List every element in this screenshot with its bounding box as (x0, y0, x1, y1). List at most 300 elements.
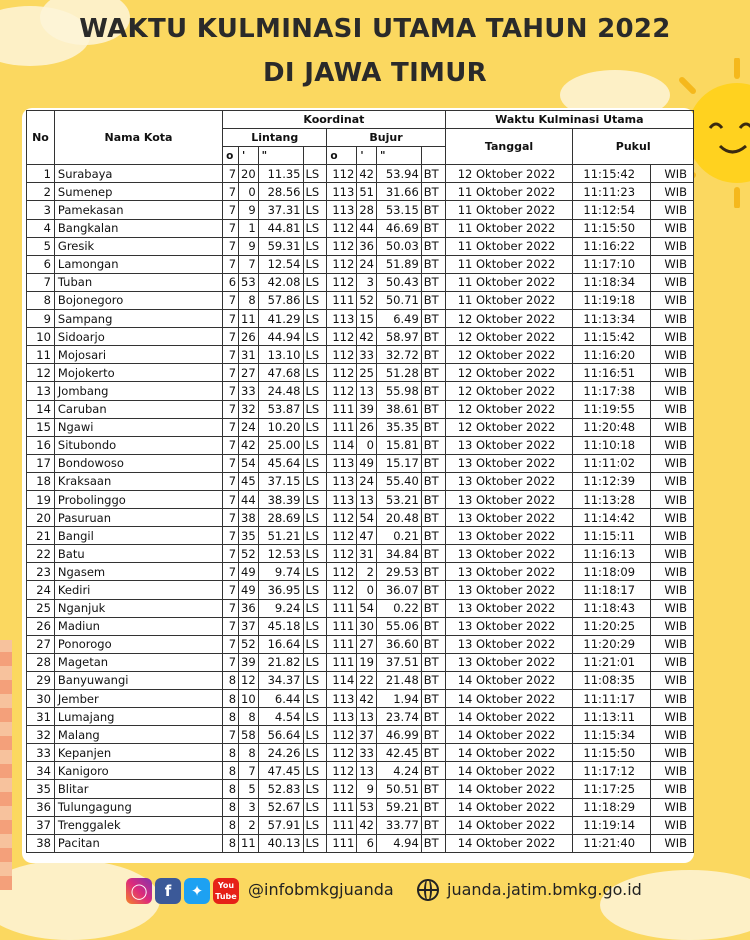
lat-hemisphere: LS (303, 346, 327, 364)
lat-second: 36.95 (258, 581, 303, 599)
lat-hemisphere: LS (303, 400, 327, 418)
table-row (27, 563, 694, 581)
culmination-table (26, 110, 694, 853)
globe-icon (417, 879, 439, 901)
lon-hemisphere: BT (421, 472, 445, 490)
lon-second: 6.49 (376, 310, 421, 328)
lat-hemisphere: LS (303, 328, 327, 346)
lat-degree: 7 (223, 472, 239, 490)
lon-degree: 113 (327, 490, 357, 508)
lat-hemisphere: LS (303, 744, 327, 762)
table-row (27, 273, 694, 291)
lat-second: 9.74 (258, 563, 303, 581)
lat-degree: 7 (223, 291, 239, 309)
city-name: Bangkalan (54, 219, 222, 237)
table-row (27, 581, 694, 599)
lat-hemisphere: LS (303, 798, 327, 816)
lat-second: 57.91 (258, 816, 303, 834)
table-row (27, 400, 694, 418)
lat-second: 37.15 (258, 472, 303, 490)
lon-hemisphere: BT (421, 364, 445, 382)
culmination-time: 11:18:43 (573, 599, 651, 617)
social-handle[interactable]: @infobmkgjuanda (248, 880, 394, 899)
city-name: Ngasem (54, 563, 222, 581)
header-lintang: Lintang (223, 129, 327, 147)
culmination-date: 13 Oktober 2022 (445, 653, 573, 671)
row-number: 9 (27, 310, 55, 328)
header-pukul: Pukul (573, 129, 694, 165)
timezone: WIB (651, 780, 694, 798)
table-row (27, 599, 694, 617)
table-row (27, 653, 694, 671)
lat-second: 16.64 (258, 635, 303, 653)
lon-degree: 111 (327, 617, 357, 635)
lat-hemisphere: LS (303, 509, 327, 527)
timezone: WIB (651, 599, 694, 617)
timezone: WIB (651, 671, 694, 689)
culmination-date: 11 Oktober 2022 (445, 183, 573, 201)
lat-degree: 7 (223, 454, 239, 472)
lat-minute: 3 (239, 798, 259, 816)
lat-second: 21.82 (258, 653, 303, 671)
facebook-icon[interactable]: f (155, 878, 181, 904)
culmination-time: 11:15:42 (573, 165, 651, 183)
timezone: WIB (651, 273, 694, 291)
lat-hemisphere: LS (303, 780, 327, 798)
culmination-time: 11:11:02 (573, 454, 651, 472)
header-second: " (376, 147, 421, 165)
lon-second: 58.97 (376, 328, 421, 346)
city-name: Trenggalek (54, 816, 222, 834)
city-name: Nganjuk (54, 599, 222, 617)
culmination-date: 14 Oktober 2022 (445, 671, 573, 689)
lon-degree: 112 (327, 273, 357, 291)
lat-second: 34.37 (258, 671, 303, 689)
lon-minute: 26 (357, 418, 377, 436)
culmination-date: 14 Oktober 2022 (445, 798, 573, 816)
lon-second: 36.60 (376, 635, 421, 653)
lat-degree: 8 (223, 708, 239, 726)
culmination-time: 11:16:13 (573, 545, 651, 563)
lon-degree: 113 (327, 690, 357, 708)
culmination-date: 11 Oktober 2022 (445, 273, 573, 291)
header-koordinat: Koordinat (223, 111, 446, 129)
culmination-time: 11:16:20 (573, 346, 651, 364)
row-number: 38 (27, 834, 55, 852)
lon-hemisphere: BT (421, 346, 445, 364)
culmination-time: 11:20:29 (573, 635, 651, 653)
lon-degree: 113 (327, 472, 357, 490)
lat-hemisphere: LS (303, 671, 327, 689)
footer (0, 876, 750, 906)
lat-minute: 11 (239, 310, 259, 328)
lat-second: 24.48 (258, 382, 303, 400)
page-title: WAKTU KULMINASI UTAMA TAHUN 2022 (79, 14, 671, 44)
row-number: 20 (27, 509, 55, 527)
lon-second: 42.45 (376, 744, 421, 762)
lat-second: 47.45 (258, 762, 303, 780)
culmination-date: 13 Oktober 2022 (445, 436, 573, 454)
lon-hemisphere: BT (421, 273, 445, 291)
lat-minute: 32 (239, 400, 259, 418)
lon-hemisphere: BT (421, 545, 445, 563)
lat-degree: 7 (223, 726, 239, 744)
lon-degree: 111 (327, 400, 357, 418)
timezone: WIB (651, 201, 694, 219)
row-number: 37 (27, 816, 55, 834)
row-number: 10 (27, 328, 55, 346)
lon-minute: 33 (357, 346, 377, 364)
culmination-date: 12 Oktober 2022 (445, 400, 573, 418)
lon-minute: 31 (357, 545, 377, 563)
lat-hemisphere: LS (303, 635, 327, 653)
lon-hemisphere: BT (421, 219, 445, 237)
lat-second: 59.31 (258, 237, 303, 255)
timezone: WIB (651, 255, 694, 273)
timezone: WIB (651, 798, 694, 816)
lat-hemisphere: LS (303, 617, 327, 635)
timezone: WIB (651, 762, 694, 780)
lat-minute: 52 (239, 635, 259, 653)
lat-degree: 7 (223, 418, 239, 436)
culmination-date: 12 Oktober 2022 (445, 382, 573, 400)
city-name: Lamongan (54, 255, 222, 273)
lat-degree: 8 (223, 798, 239, 816)
lon-hemisphere: BT (421, 671, 445, 689)
city-name: Sumenep (54, 183, 222, 201)
lat-degree: 8 (223, 690, 239, 708)
lon-minute: 13 (357, 382, 377, 400)
row-number: 29 (27, 671, 55, 689)
lon-second: 31.66 (376, 183, 421, 201)
lat-hemisphere: LS (303, 816, 327, 834)
lat-minute: 52 (239, 545, 259, 563)
lat-minute: 9 (239, 201, 259, 219)
lat-degree: 7 (223, 527, 239, 545)
lon-second: 36.07 (376, 581, 421, 599)
lat-minute: 11 (239, 834, 259, 852)
city-name: Kanigoro (54, 762, 222, 780)
lon-hemisphere: BT (421, 237, 445, 255)
timezone: WIB (651, 454, 694, 472)
lon-degree: 112 (327, 364, 357, 382)
lat-degree: 8 (223, 816, 239, 834)
lat-minute: 8 (239, 744, 259, 762)
lon-degree: 111 (327, 291, 357, 309)
timezone: WIB (651, 400, 694, 418)
culmination-time: 11:18:17 (573, 581, 651, 599)
table-row (27, 291, 694, 309)
table-row (27, 509, 694, 527)
lat-second: 44.94 (258, 328, 303, 346)
table-row (27, 364, 694, 382)
lon-hemisphere: BT (421, 527, 445, 545)
lat-hemisphere: LS (303, 237, 327, 255)
row-number: 15 (27, 418, 55, 436)
timezone: WIB (651, 816, 694, 834)
lat-second: 12.53 (258, 545, 303, 563)
table-row (27, 744, 694, 762)
lat-second: 37.31 (258, 201, 303, 219)
lat-minute: 35 (239, 527, 259, 545)
lat-minute: 0 (239, 183, 259, 201)
lat-degree: 7 (223, 653, 239, 671)
row-number: 6 (27, 255, 55, 273)
table-row (27, 726, 694, 744)
table-row (27, 816, 694, 834)
lat-second: 47.68 (258, 364, 303, 382)
lon-hemisphere: BT (421, 834, 445, 852)
row-number: 32 (27, 726, 55, 744)
lon-second: 53.15 (376, 201, 421, 219)
lon-minute: 24 (357, 255, 377, 273)
lon-second: 4.24 (376, 762, 421, 780)
timezone: WIB (651, 834, 694, 852)
lat-degree: 7 (223, 310, 239, 328)
lon-second: 20.48 (376, 509, 421, 527)
lon-hemisphere: BT (421, 816, 445, 834)
lon-second: 34.84 (376, 545, 421, 563)
lat-second: 52.83 (258, 780, 303, 798)
lon-degree: 112 (327, 237, 357, 255)
table-row (27, 545, 694, 563)
lat-second: 52.67 (258, 798, 303, 816)
table-row (27, 436, 694, 454)
lat-minute: 5 (239, 780, 259, 798)
lon-minute: 44 (357, 219, 377, 237)
lat-degree: 7 (223, 237, 239, 255)
lon-minute: 28 (357, 201, 377, 219)
instagram-icon[interactable]: ◯ (126, 878, 152, 904)
row-number: 33 (27, 744, 55, 762)
timezone: WIB (651, 653, 694, 671)
culmination-time: 11:21:40 (573, 834, 651, 852)
lon-minute: 22 (357, 671, 377, 689)
lon-second: 53.21 (376, 490, 421, 508)
lon-hemisphere: BT (421, 762, 445, 780)
header-degree: o (223, 147, 239, 165)
youtube-icon[interactable]: You Tube (213, 878, 239, 904)
lon-minute: 3 (357, 273, 377, 291)
lat-minute: 27 (239, 364, 259, 382)
lat-degree: 8 (223, 834, 239, 852)
culmination-date: 13 Oktober 2022 (445, 527, 573, 545)
lon-second: 46.69 (376, 219, 421, 237)
city-name: Mojosari (54, 346, 222, 364)
lat-degree: 7 (223, 364, 239, 382)
row-number: 24 (27, 581, 55, 599)
lon-hemisphere: BT (421, 599, 445, 617)
lon-second: 32.72 (376, 346, 421, 364)
row-number: 21 (27, 527, 55, 545)
lat-degree: 8 (223, 780, 239, 798)
lon-minute: 27 (357, 635, 377, 653)
lat-minute: 8 (239, 708, 259, 726)
row-number: 11 (27, 346, 55, 364)
row-number: 22 (27, 545, 55, 563)
lat-minute: 49 (239, 563, 259, 581)
timezone: WIB (651, 364, 694, 382)
lon-second: 35.35 (376, 418, 421, 436)
lon-hemisphere: BT (421, 490, 445, 508)
lon-minute: 42 (357, 328, 377, 346)
lon-minute: 54 (357, 509, 377, 527)
culmination-date: 14 Oktober 2022 (445, 708, 573, 726)
lon-minute: 13 (357, 490, 377, 508)
timezone: WIB (651, 617, 694, 635)
lon-second: 55.40 (376, 472, 421, 490)
twitter-icon[interactable]: ✦ (184, 878, 210, 904)
lat-hemisphere: LS (303, 454, 327, 472)
lon-degree: 113 (327, 201, 357, 219)
lon-hemisphere: BT (421, 708, 445, 726)
lon-hemisphere: BT (421, 183, 445, 201)
lat-minute: 7 (239, 762, 259, 780)
lat-second: 4.54 (258, 708, 303, 726)
row-number: 36 (27, 798, 55, 816)
lon-minute: 52 (357, 291, 377, 309)
lat-minute: 36 (239, 599, 259, 617)
header-minute: ' (239, 147, 259, 165)
lat-minute: 58 (239, 726, 259, 744)
lat-hemisphere: LS (303, 581, 327, 599)
lat-second: 12.54 (258, 255, 303, 273)
culmination-date: 14 Oktober 2022 (445, 834, 573, 852)
city-name: Mojokerto (54, 364, 222, 382)
lat-second: 28.69 (258, 509, 303, 527)
timezone: WIB (651, 436, 694, 454)
lat-minute: 54 (239, 454, 259, 472)
lon-second: 50.03 (376, 237, 421, 255)
lat-hemisphere: LS (303, 273, 327, 291)
city-name: Bangil (54, 527, 222, 545)
timezone: WIB (651, 509, 694, 527)
timezone: WIB (651, 219, 694, 237)
culmination-time: 11:16:22 (573, 237, 651, 255)
lon-hemisphere: BT (421, 690, 445, 708)
lon-degree: 112 (327, 219, 357, 237)
lat-hemisphere: LS (303, 563, 327, 581)
table-row (27, 472, 694, 490)
lon-second: 0.22 (376, 599, 421, 617)
table-row (27, 834, 694, 852)
lat-minute: 26 (239, 328, 259, 346)
lon-degree: 112 (327, 527, 357, 545)
lon-minute: 39 (357, 400, 377, 418)
timezone: WIB (651, 183, 694, 201)
lat-minute: 39 (239, 653, 259, 671)
lon-hemisphere: BT (421, 744, 445, 762)
lon-degree: 111 (327, 798, 357, 816)
culmination-time: 11:19:55 (573, 400, 651, 418)
culmination-time: 11:13:34 (573, 310, 651, 328)
lat-degree: 8 (223, 744, 239, 762)
timezone: WIB (651, 744, 694, 762)
lat-minute: 20 (239, 165, 259, 183)
row-number: 26 (27, 617, 55, 635)
culmination-date: 12 Oktober 2022 (445, 165, 573, 183)
culmination-date: 14 Oktober 2022 (445, 762, 573, 780)
city-name: Magetan (54, 653, 222, 671)
city-name: Blitar (54, 780, 222, 798)
lat-hemisphere: LS (303, 436, 327, 454)
timezone: WIB (651, 237, 694, 255)
lon-second: 53.94 (376, 165, 421, 183)
lon-minute: 2 (357, 563, 377, 581)
table-row (27, 183, 694, 201)
lon-degree: 113 (327, 708, 357, 726)
lat-hemisphere: LS (303, 382, 327, 400)
lon-degree: 111 (327, 834, 357, 852)
row-number: 23 (27, 563, 55, 581)
lat-hemisphere: LS (303, 762, 327, 780)
lat-degree: 7 (223, 563, 239, 581)
lon-degree: 112 (327, 165, 357, 183)
lon-hemisphere: BT (421, 726, 445, 744)
header-tanggal: Tanggal (445, 129, 573, 165)
lat-degree: 7 (223, 165, 239, 183)
city-name: Surabaya (54, 165, 222, 183)
row-number: 1 (27, 165, 55, 183)
lat-second: 13.10 (258, 346, 303, 364)
city-name: Ngawi (54, 418, 222, 436)
culmination-date: 12 Oktober 2022 (445, 310, 573, 328)
city-name: Jember (54, 690, 222, 708)
lat-minute: 1 (239, 219, 259, 237)
header-city: Nama Kota (54, 111, 222, 165)
timezone: WIB (651, 291, 694, 309)
row-number: 31 (27, 708, 55, 726)
lat-degree: 7 (223, 183, 239, 201)
table-row (27, 780, 694, 798)
row-number: 34 (27, 762, 55, 780)
culmination-date: 14 Oktober 2022 (445, 780, 573, 798)
lon-minute: 9 (357, 780, 377, 798)
lon-degree: 112 (327, 780, 357, 798)
timezone: WIB (651, 545, 694, 563)
city-name: Bondowoso (54, 454, 222, 472)
lat-degree: 7 (223, 328, 239, 346)
lon-second: 51.89 (376, 255, 421, 273)
lon-hemisphere: BT (421, 382, 445, 400)
lon-minute: 42 (357, 816, 377, 834)
culmination-date: 13 Oktober 2022 (445, 563, 573, 581)
lat-second: 57.86 (258, 291, 303, 309)
culmination-time: 11:17:38 (573, 382, 651, 400)
lat-hemisphere: LS (303, 310, 327, 328)
header-bujur: Bujur (327, 129, 445, 147)
lat-degree: 7 (223, 490, 239, 508)
lat-second: 24.26 (258, 744, 303, 762)
table-row (27, 690, 694, 708)
city-name: Sidoarjo (54, 328, 222, 346)
row-number: 4 (27, 219, 55, 237)
lat-second: 10.20 (258, 418, 303, 436)
lon-minute: 36 (357, 237, 377, 255)
lon-minute: 53 (357, 798, 377, 816)
lat-hemisphere: LS (303, 291, 327, 309)
lon-hemisphere: BT (421, 291, 445, 309)
lon-second: 37.51 (376, 653, 421, 671)
lat-degree: 6 (223, 273, 239, 291)
website-link[interactable]: juanda.jatim.bmkg.go.id (447, 880, 642, 899)
lon-degree: 114 (327, 671, 357, 689)
lat-hemisphere: LS (303, 490, 327, 508)
lat-hemisphere: LS (303, 726, 327, 744)
timezone: WIB (651, 165, 694, 183)
city-name: Banyuwangi (54, 671, 222, 689)
lat-hemisphere: LS (303, 165, 327, 183)
